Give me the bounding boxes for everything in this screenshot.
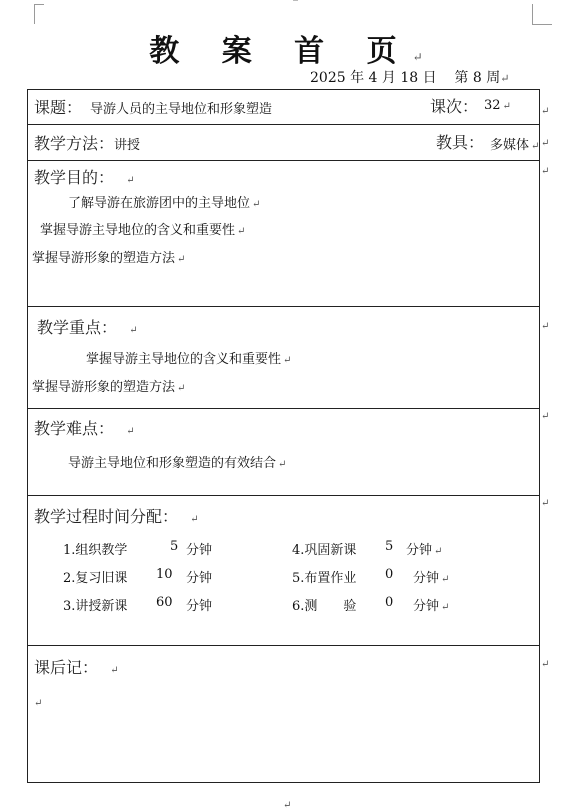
topic-row <box>28 90 539 125</box>
difficulties-label: 教学难点： ↵ <box>34 419 135 438</box>
process-unit: 分钟 <box>186 599 213 614</box>
method-row <box>28 125 539 161</box>
process-minutes: 0 <box>385 567 394 582</box>
lesson-date: 2025 年 4 月 18 日 <box>310 70 437 86</box>
row-end-mark: ↵ <box>541 498 550 509</box>
process-label: 教学过程时间分配： ↵ <box>34 507 199 526</box>
process-item: 5.布置作业 <box>292 571 357 586</box>
process-unit: 分钟 ↵ <box>406 543 443 558</box>
process-minutes: 10 <box>156 567 173 582</box>
process-minutes: 60 <box>156 595 173 610</box>
objective-item: 掌握导游形象的塑造方法 ↵ <box>32 251 186 266</box>
notes-label: 课后记： ↵ <box>34 658 119 677</box>
notes-empty-paragraph: ↵ <box>34 698 43 709</box>
key-point-item: 掌握导游主导地位的含义和重要性 ↵ <box>86 352 292 367</box>
date-line: 2025 年 4 月 18 日 第 8 周↵ <box>310 70 510 86</box>
difficulties-row <box>28 409 539 496</box>
lesson-week: 第 8 周 <box>454 70 501 86</box>
process-unit: 分钟 ↵ <box>413 599 450 614</box>
objectives-row <box>28 161 539 307</box>
page-title: 教 案 首 页↵ <box>149 34 423 69</box>
process-item: 4.巩固新课 <box>292 543 357 558</box>
page-end-mark: ↵ <box>283 800 292 811</box>
process-minutes: 5 <box>385 539 394 554</box>
key-points-label: 教学重点： ↵ <box>37 318 138 337</box>
row-end-mark: ↵ <box>541 321 550 332</box>
row-end-mark: ↵ <box>541 106 550 117</box>
lesson-count-label: 课次： <box>430 97 479 116</box>
process-item: 6.测 验 <box>292 599 357 614</box>
objective-item: 了解导游在旅游团中的主导地位 ↵ <box>68 196 261 211</box>
topic-value: 导游人员的主导地位和形象塑造 <box>90 102 273 117</box>
process-minutes: 0 <box>385 595 394 610</box>
tools-value: 多媒体 ↵ <box>490 138 540 153</box>
lesson-plan-table <box>27 89 540 783</box>
process-unit: 分钟 <box>186 543 213 558</box>
lesson-count-value: 32 ↵ <box>484 98 511 113</box>
topic-label: 课题： <box>34 98 83 117</box>
objectives-label: 教学目的： ↵ <box>34 168 135 187</box>
crop-mark-top-right-h <box>532 24 552 25</box>
method-value: 讲授 <box>114 138 141 153</box>
crop-mark-top-right <box>532 4 533 24</box>
crop-mark-top-left <box>34 4 35 24</box>
crop-mark-top-left-h <box>34 4 44 5</box>
process-unit: 分钟 ↵ <box>413 571 450 586</box>
process-item: 2.复习旧课 <box>63 571 128 586</box>
row-end-mark: ↵ <box>541 659 550 670</box>
process-unit: 分钟 <box>186 571 213 586</box>
process-item: 1.组织教学 <box>63 543 128 558</box>
key-point-item: 掌握导游形象的塑造方法 ↵ <box>32 380 186 395</box>
tools-label: 教具： <box>436 133 485 152</box>
row-end-mark: ↵ <box>541 411 550 422</box>
difficulty-item: 导游主导地位和形象塑造的有效结合 ↵ <box>68 456 287 471</box>
key-points-row <box>28 307 539 409</box>
row-end-mark: ↵ <box>541 166 550 177</box>
row-end-mark: ↵ <box>541 138 550 149</box>
process-item: 3.讲授新课 <box>63 599 128 614</box>
notes-row <box>28 646 539 782</box>
objective-item: 掌握导游主导地位的含义和重要性 ↵ <box>40 223 246 238</box>
page-top-mark <box>293 0 298 1</box>
process-row <box>28 496 539 646</box>
process-minutes: 5 <box>170 539 179 554</box>
method-label: 教学方法： <box>34 134 115 153</box>
